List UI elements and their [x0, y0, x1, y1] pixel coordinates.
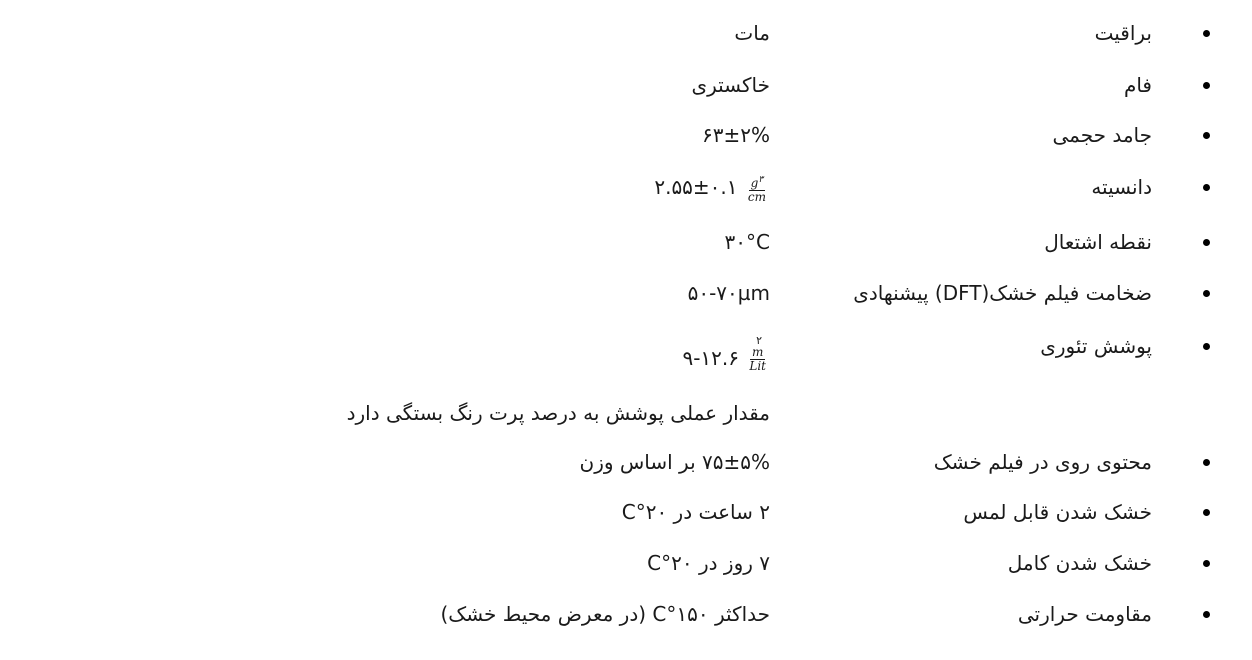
bullet-icon — [1203, 343, 1210, 350]
property-row — [0, 326, 1252, 373]
bullet-icon — [1203, 82, 1210, 89]
property-label: مقاومت حرارتی — [1017, 602, 1152, 626]
coverage-note: مقدار عملی پوشش به درصد پرت رنگ بستگی دارد — [346, 401, 770, 425]
property-value: ۹-۱۲.۶ — [682, 346, 739, 370]
property-row — [0, 13, 1252, 53]
property-row — [0, 222, 1252, 262]
property-label: فام — [1123, 73, 1152, 97]
unit-numerator: m — [751, 345, 764, 359]
property-value: خاکستری — [691, 73, 770, 97]
bullet-icon — [1203, 30, 1210, 37]
property-row — [0, 442, 1252, 482]
property-label: ضخامت فیلم خشک(DFT) پیشنهادی — [853, 281, 1152, 305]
property-value-with-unit — [682, 334, 770, 378]
property-row — [0, 65, 1252, 105]
property-value: مات — [734, 21, 770, 45]
property-label: محتوی روی در فیلم خشک — [933, 450, 1152, 474]
property-label: براقیت — [1094, 21, 1152, 45]
property-value: ۷۵±۵% بر اساس وزن — [579, 450, 770, 474]
unit-fraction — [746, 174, 768, 204]
property-value: حداکثر ۱۵۰°C (در معرض محیط خشک) — [440, 602, 770, 626]
property-label: دانسیته — [1091, 175, 1152, 199]
property-value: ۶۳±۲% — [702, 123, 770, 147]
unit-denominator: Lit — [749, 359, 766, 373]
property-row — [0, 594, 1252, 634]
unit-numerator: $g^۳$ — [750, 174, 764, 190]
property-row — [0, 492, 1252, 532]
unit-superscript: ۳ — [758, 174, 764, 185]
property-row — [0, 273, 1252, 313]
bullet-icon — [1203, 509, 1210, 516]
property-label: جامد حجمی — [1052, 123, 1152, 147]
property-value: ۲ ساعت در ۲۰°C — [621, 500, 770, 524]
property-value: ۲.۵۵±۰.۱ — [654, 175, 738, 199]
property-row — [0, 543, 1252, 583]
property-value: ۵۰-۷۰µm — [687, 281, 770, 305]
property-value: ۳۰°C — [724, 230, 770, 254]
bullet-icon — [1203, 560, 1210, 567]
bullet-icon — [1203, 290, 1210, 297]
property-value-with-unit — [654, 167, 770, 207]
unit-fraction — [747, 334, 768, 373]
property-row — [0, 167, 1252, 207]
bullet-icon — [1203, 132, 1210, 139]
property-value: ۷ روز در ۲۰°C — [647, 551, 770, 575]
bullet-icon — [1203, 459, 1210, 466]
bullet-icon — [1203, 239, 1210, 246]
bullet-icon — [1203, 611, 1210, 618]
property-row — [0, 115, 1252, 155]
bullet-icon — [1203, 184, 1210, 191]
property-label: پوشش تئوری — [1040, 334, 1152, 358]
unit-superscript: ۲ — [756, 334, 762, 347]
property-label: خشک شدن قابل لمس — [963, 500, 1152, 524]
property-label: خشک شدن کامل — [1007, 551, 1152, 575]
property-label: نقطه اشتعال — [1044, 230, 1152, 254]
unit-denominator: cm — [747, 189, 766, 204]
